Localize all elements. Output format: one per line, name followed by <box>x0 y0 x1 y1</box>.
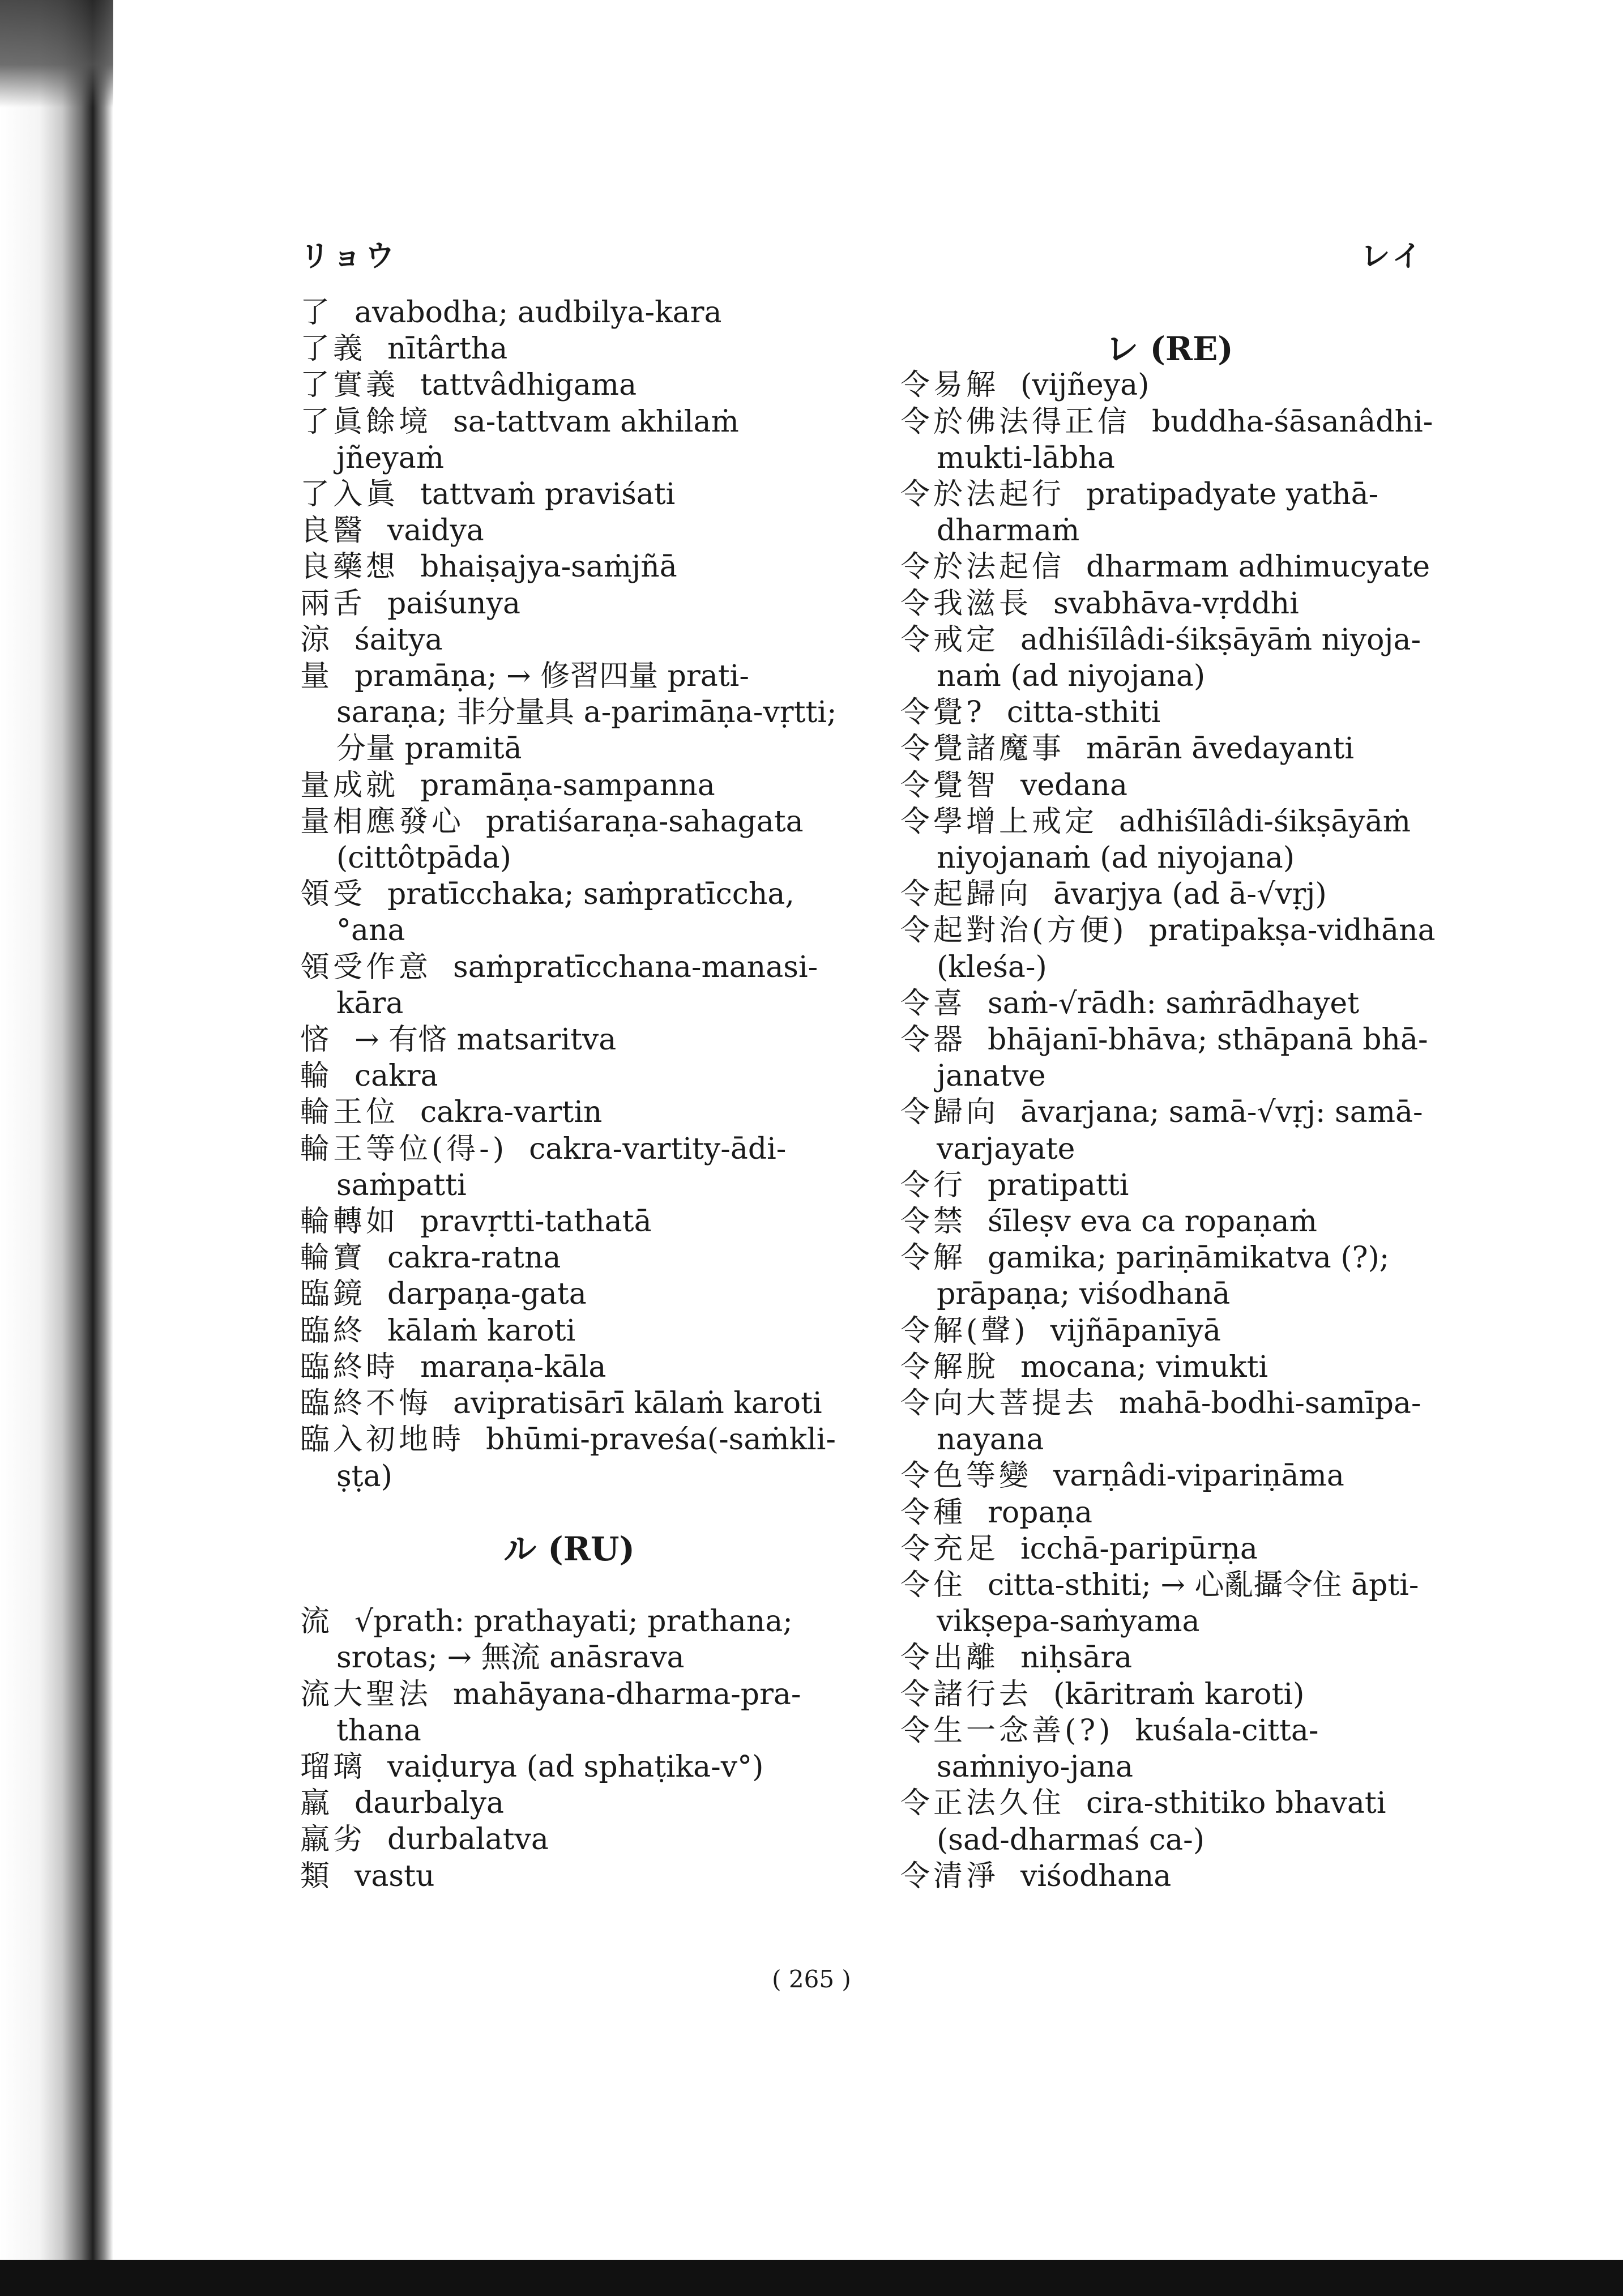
entry-sanskrit: pravṛtti-tathatā <box>420 1205 652 1239</box>
entry-headword: 令清淨 <box>900 1859 1000 1893</box>
dict-entry <box>300 876 838 949</box>
entry-headword: 令我滋長 <box>900 586 1032 621</box>
entry-sanskrit: paiśunya <box>387 586 520 621</box>
entry-headword: 輪寶 <box>300 1241 366 1275</box>
dict-entry <box>300 513 838 549</box>
entry-sanskrit: (vijñeya) <box>1020 368 1150 403</box>
entry-headword: 令起歸向 <box>900 877 1032 912</box>
dict-entry <box>300 1749 838 1785</box>
entry-sanskrit: ropaṇa <box>988 1495 1092 1530</box>
section-heading-ru: ル (RU) <box>503 1529 635 1568</box>
dict-entry <box>300 1676 838 1749</box>
entry-headword: 兩舌 <box>300 586 366 621</box>
entry-headword: 令喜 <box>900 986 967 1021</box>
dict-entry <box>300 1821 838 1858</box>
binding-top-shadow <box>0 0 113 108</box>
entry-sanskrit: kālaṁ karoti <box>387 1313 576 1348</box>
entry-sanskrit: tattvâdhigama <box>420 368 637 403</box>
right-column <box>900 295 1438 1894</box>
entry-headword: 令覺? <box>900 695 985 730</box>
entry-sanskrit: → 有悋 matsaritva <box>355 1023 617 1057</box>
dict-entry <box>900 1167 1438 1204</box>
entry-headword: 類 <box>300 1859 334 1893</box>
entry-sanskrit: saṁpratīcchana-manasi-kāra <box>336 950 818 1021</box>
entry-sanskrit: pratiśaraṇa-sahagata (cittôtpāda) <box>336 804 804 876</box>
entry-headword: 令解 <box>900 1241 967 1275</box>
entry-headword: 令於法起信 <box>900 550 1065 584</box>
dict-entry <box>900 622 1438 694</box>
entry-headword: 了實義 <box>300 368 399 403</box>
dict-entry <box>900 586 1438 622</box>
entry-headword: 令色等變 <box>900 1459 1032 1493</box>
dict-entry <box>900 1240 1438 1312</box>
dict-entry <box>900 1495 1438 1531</box>
dict-entry <box>300 404 838 476</box>
dict-entry <box>900 767 1438 804</box>
dict-entry <box>300 622 838 658</box>
dict-entry <box>300 295 838 331</box>
entry-headword: 輪王位 <box>300 1095 399 1130</box>
entry-sanskrit: vedana <box>1020 768 1127 803</box>
entry-headword: 了義 <box>300 332 366 366</box>
entry-headword: 了入眞 <box>300 477 399 512</box>
entry-headword: 令禁 <box>900 1205 967 1239</box>
entry-sanskrit: nītârtha <box>387 332 508 366</box>
dict-entry <box>300 1022 838 1058</box>
left-column <box>300 295 838 1894</box>
dict-entry <box>900 1785 1438 1858</box>
dict-entry <box>300 1276 838 1312</box>
entry-headword: 輪 <box>300 1059 334 1094</box>
entry-headword: 領受作意 <box>300 950 432 984</box>
section-spacer <box>300 1567 838 1603</box>
dict-entry <box>900 549 1438 585</box>
entry-headword: 令戒定 <box>900 622 1000 657</box>
dict-entry <box>900 876 1438 912</box>
entry-sanskrit: cakra-vartity-ādi-saṁpatti <box>336 1132 787 1202</box>
dict-entry <box>300 658 838 767</box>
entry-headword: 良藥想 <box>300 550 399 584</box>
entry-headword: 令覺諸魔事 <box>900 732 1065 766</box>
entry-headword: 輪王等位(得-) <box>300 1132 508 1166</box>
entry-headword: 令出離 <box>900 1641 1000 1675</box>
dict-entry <box>300 1094 838 1130</box>
entry-sanskrit: avipratisārī kālaṁ karoti <box>453 1386 822 1421</box>
entry-headword: 令易解 <box>900 368 1000 403</box>
entry-headword: 令行 <box>900 1168 967 1202</box>
dict-entry <box>900 1458 1438 1494</box>
entry-headword: 令解(聲) <box>900 1313 1029 1348</box>
entry-headword: 臨終不悔 <box>300 1386 432 1421</box>
dict-entry <box>300 804 838 876</box>
entry-sanskrit: bhūmi-praveśa(-saṁkli-ṣṭa) <box>336 1423 836 1493</box>
entry-sanskrit: daurbalya <box>355 1786 504 1821</box>
entry-headword: 令器 <box>900 1023 967 1057</box>
entry-headword: 令諸行去 <box>900 1677 1032 1712</box>
book-binding-shadow <box>0 0 113 2296</box>
entry-sanskrit: (kāritraṁ karoti) <box>1053 1677 1305 1712</box>
entry-sanskrit: adhiśīlâdi-śikṣāyāṁ niyoja-naṁ (ad niyojana) <box>937 622 1421 693</box>
entry-sanskrit: mahā-bodhi-samīpa-nayana <box>937 1386 1421 1457</box>
entry-sanskrit: avabodha; audbilya-kara <box>355 296 722 330</box>
dict-entry <box>900 804 1438 876</box>
entry-sanskrit: maraṇa-kāla <box>420 1350 607 1384</box>
scan-bottom-edge <box>0 2260 1623 2296</box>
entry-headword: 量相應發心 <box>300 804 465 839</box>
entry-headword: 令住 <box>900 1568 967 1603</box>
dict-entry <box>300 1603 838 1676</box>
dict-entry <box>900 1676 1438 1713</box>
dict-entry <box>300 586 838 622</box>
entry-headword: 令充足 <box>900 1531 1000 1566</box>
entry-sanskrit: sa-tattvam akhilaṁ jñeyaṁ <box>336 404 739 475</box>
entry-sanskrit: cakra-vartin <box>420 1095 603 1130</box>
entry-sanskrit: √prath: prathayati; prathana; srotas; → 無流 anāsrava <box>336 1604 793 1675</box>
entry-headword: 領受 <box>300 877 366 912</box>
entry-sanskrit: cira-sthitiko bhavati (sad-dharmaś ca-) <box>937 1786 1386 1857</box>
dict-entry <box>900 367 1438 403</box>
dict-entry <box>900 912 1438 985</box>
entry-sanskrit: pramāṇa-sampanna <box>420 768 715 803</box>
entry-headword: 涼 <box>300 622 334 657</box>
dict-entry <box>900 985 1438 1022</box>
dict-entry <box>900 731 1438 767</box>
entry-sanskrit: viśodhana <box>1020 1859 1172 1893</box>
dict-entry <box>900 1204 1438 1240</box>
entry-headword: 令歸向 <box>900 1095 1000 1130</box>
dict-entry <box>300 549 838 585</box>
dict-entry <box>300 1131 838 1204</box>
entry-sanskrit: citta-sthiti <box>1006 695 1161 730</box>
entry-sanskrit: cakra <box>355 1059 438 1094</box>
dict-entry <box>300 1422 838 1494</box>
entry-headword: 臨入初地時 <box>300 1423 465 1457</box>
dict-entry <box>900 1640 1438 1676</box>
entry-headword: 令於法起行 <box>900 477 1065 511</box>
dict-entry <box>900 1094 1438 1167</box>
dict-entry <box>900 1385 1438 1458</box>
entry-sanskrit: svabhāva-vṛddhi <box>1053 586 1299 621</box>
dict-entry <box>300 367 838 403</box>
section-heading-re: レ (RE) <box>1105 330 1233 369</box>
dict-entry <box>900 476 1438 549</box>
dict-entry <box>900 1567 1438 1640</box>
dict-entry <box>900 1349 1438 1385</box>
entry-sanskrit: vijñāpanīyā <box>1050 1313 1221 1348</box>
dict-entry <box>300 476 838 513</box>
entry-sanskrit: āvarjana; samā-√vṛj: samā-varjayate <box>937 1095 1423 1166</box>
entry-sanskrit: saṁ-√rādh: saṁrādhayet <box>988 986 1360 1021</box>
entry-headword: 羸 <box>300 1786 334 1821</box>
dict-entry <box>900 694 1438 731</box>
entry-headword: 量成就 <box>300 768 399 803</box>
entry-headword: 令生一念善(?) <box>900 1713 1114 1748</box>
section-spacer <box>900 295 1438 331</box>
page-number: ( 265 ) <box>772 1965 851 1993</box>
entry-sanskrit: varṇâdi-vipariṇāma <box>1053 1459 1344 1493</box>
entry-sanskrit: niḥsāra <box>1020 1641 1133 1675</box>
entry-sanskrit: vastu <box>355 1859 435 1893</box>
entry-sanskrit: vaidya <box>387 514 484 548</box>
entry-sanskrit: adhiśīlâdi-śikṣāyāṁ niyojanaṁ (ad niyojana) <box>937 804 1411 876</box>
entry-sanskrit: āvarjya (ad ā-√vṛj) <box>1053 877 1327 912</box>
entry-sanskrit: dharmam adhimucyate <box>1086 550 1430 584</box>
entry-sanskrit: mocana; vimukti <box>1020 1350 1268 1384</box>
entry-sanskrit: icchā-paripūrṇa <box>1020 1531 1258 1566</box>
dict-entry <box>300 767 838 804</box>
entry-headword: 良醫 <box>300 514 366 548</box>
entry-sanskrit: pramāṇa; → 修習四量 prati-saraṇa; 非分量具 a-parimāṇa-vṛtti; 分量 pramitā <box>336 659 837 766</box>
entry-sanskrit: mārān āvedayanti <box>1086 732 1355 766</box>
dict-entry <box>900 1858 1438 1894</box>
entry-headword: 令解脫 <box>900 1350 1000 1384</box>
entry-headword: 臨終 <box>300 1313 366 1348</box>
dict-entry <box>300 1204 838 1240</box>
dict-entry <box>300 1785 838 1821</box>
entry-sanskrit: darpaṇa-gata <box>387 1277 587 1312</box>
section-spacer <box>300 1495 838 1531</box>
entry-sanskrit: pratipakṣa-vidhāna (kleśa-) <box>937 914 1436 984</box>
entry-sanskrit: cakra-ratna <box>387 1241 561 1275</box>
dict-entry <box>900 1713 1438 1785</box>
entry-headword: 令向大菩提去 <box>900 1386 1098 1421</box>
entry-sanskrit: mahāyana-dharma-pra-thana <box>336 1677 801 1748</box>
entry-headword: 羸劣 <box>300 1823 366 1857</box>
entry-headword: 輪轉如 <box>300 1205 399 1239</box>
entry-sanskrit: pratipadyate yathā-dharmaṁ <box>937 477 1379 548</box>
entry-headword: 了眞餘境 <box>300 404 432 439</box>
entry-headword: 令覺智 <box>900 768 1000 803</box>
entry-headword: 量 <box>300 659 334 694</box>
dict-entry <box>900 1313 1438 1349</box>
dict-entry <box>900 404 1438 476</box>
entry-sanskrit: śaitya <box>355 622 443 657</box>
entry-headword: 令起對治(方便) <box>900 914 1127 948</box>
entry-sanskrit: vaiḍurya (ad sphaṭika-v°) <box>387 1750 764 1785</box>
entry-headword: 流 <box>300 1604 334 1639</box>
entry-sanskrit: durbalatva <box>387 1823 549 1857</box>
entry-sanskrit: gamika; pariṇāmikatva (?); prāpaṇa; viśodhanā <box>937 1241 1390 1312</box>
entry-sanskrit: buddha-śāsanâdhi-mukti-lābha <box>937 404 1433 475</box>
entry-sanskrit: bhājanī-bhāva; sthāpanā bhā-janatve <box>937 1023 1428 1094</box>
dict-entry <box>300 1858 838 1894</box>
entry-headword: 令於佛法得正信 <box>900 404 1131 439</box>
entry-headword: 臨終時 <box>300 1350 399 1384</box>
entry-sanskrit: śīleṣv eva ca ropaṇaṁ <box>988 1205 1317 1239</box>
entry-headword: 臨鏡 <box>300 1277 366 1312</box>
dict-entry <box>300 1058 838 1094</box>
entry-headword: 令種 <box>900 1495 967 1530</box>
dict-entry <box>300 1240 838 1276</box>
dict-entry <box>300 1313 838 1349</box>
dict-entry <box>300 1385 838 1422</box>
entry-headword: 悋 <box>300 1023 334 1057</box>
running-head-left: リョウ <box>300 240 398 274</box>
dict-entry <box>900 1022 1438 1094</box>
entry-sanskrit: citta-sthiti; → 心亂攝令住 āpti-vikṣepa-saṁyama <box>937 1568 1419 1639</box>
entry-sanskrit: pratīcchaka; saṁpratīccha, °ana <box>336 877 795 948</box>
entry-sanskrit: kuśala-citta-saṁniyo-jana <box>937 1713 1319 1785</box>
running-head-right: レイ <box>1360 240 1425 274</box>
dict-entry <box>300 331 838 367</box>
dict-entry <box>900 1531 1438 1567</box>
dict-entry <box>300 1349 838 1385</box>
entry-headword: 了 <box>300 296 334 330</box>
dict-entry <box>300 949 838 1022</box>
entry-sanskrit: tattvaṁ praviśati <box>420 477 676 512</box>
entry-headword: 令學增上戒定 <box>900 804 1098 839</box>
entry-sanskrit: pratipatti <box>988 1168 1129 1202</box>
entry-sanskrit: bhaiṣajya-saṁjñā <box>420 550 677 584</box>
entry-headword: 瑠璃 <box>300 1750 366 1785</box>
entry-headword: 流大聖法 <box>300 1677 432 1712</box>
entry-headword: 令正法久住 <box>900 1786 1065 1821</box>
